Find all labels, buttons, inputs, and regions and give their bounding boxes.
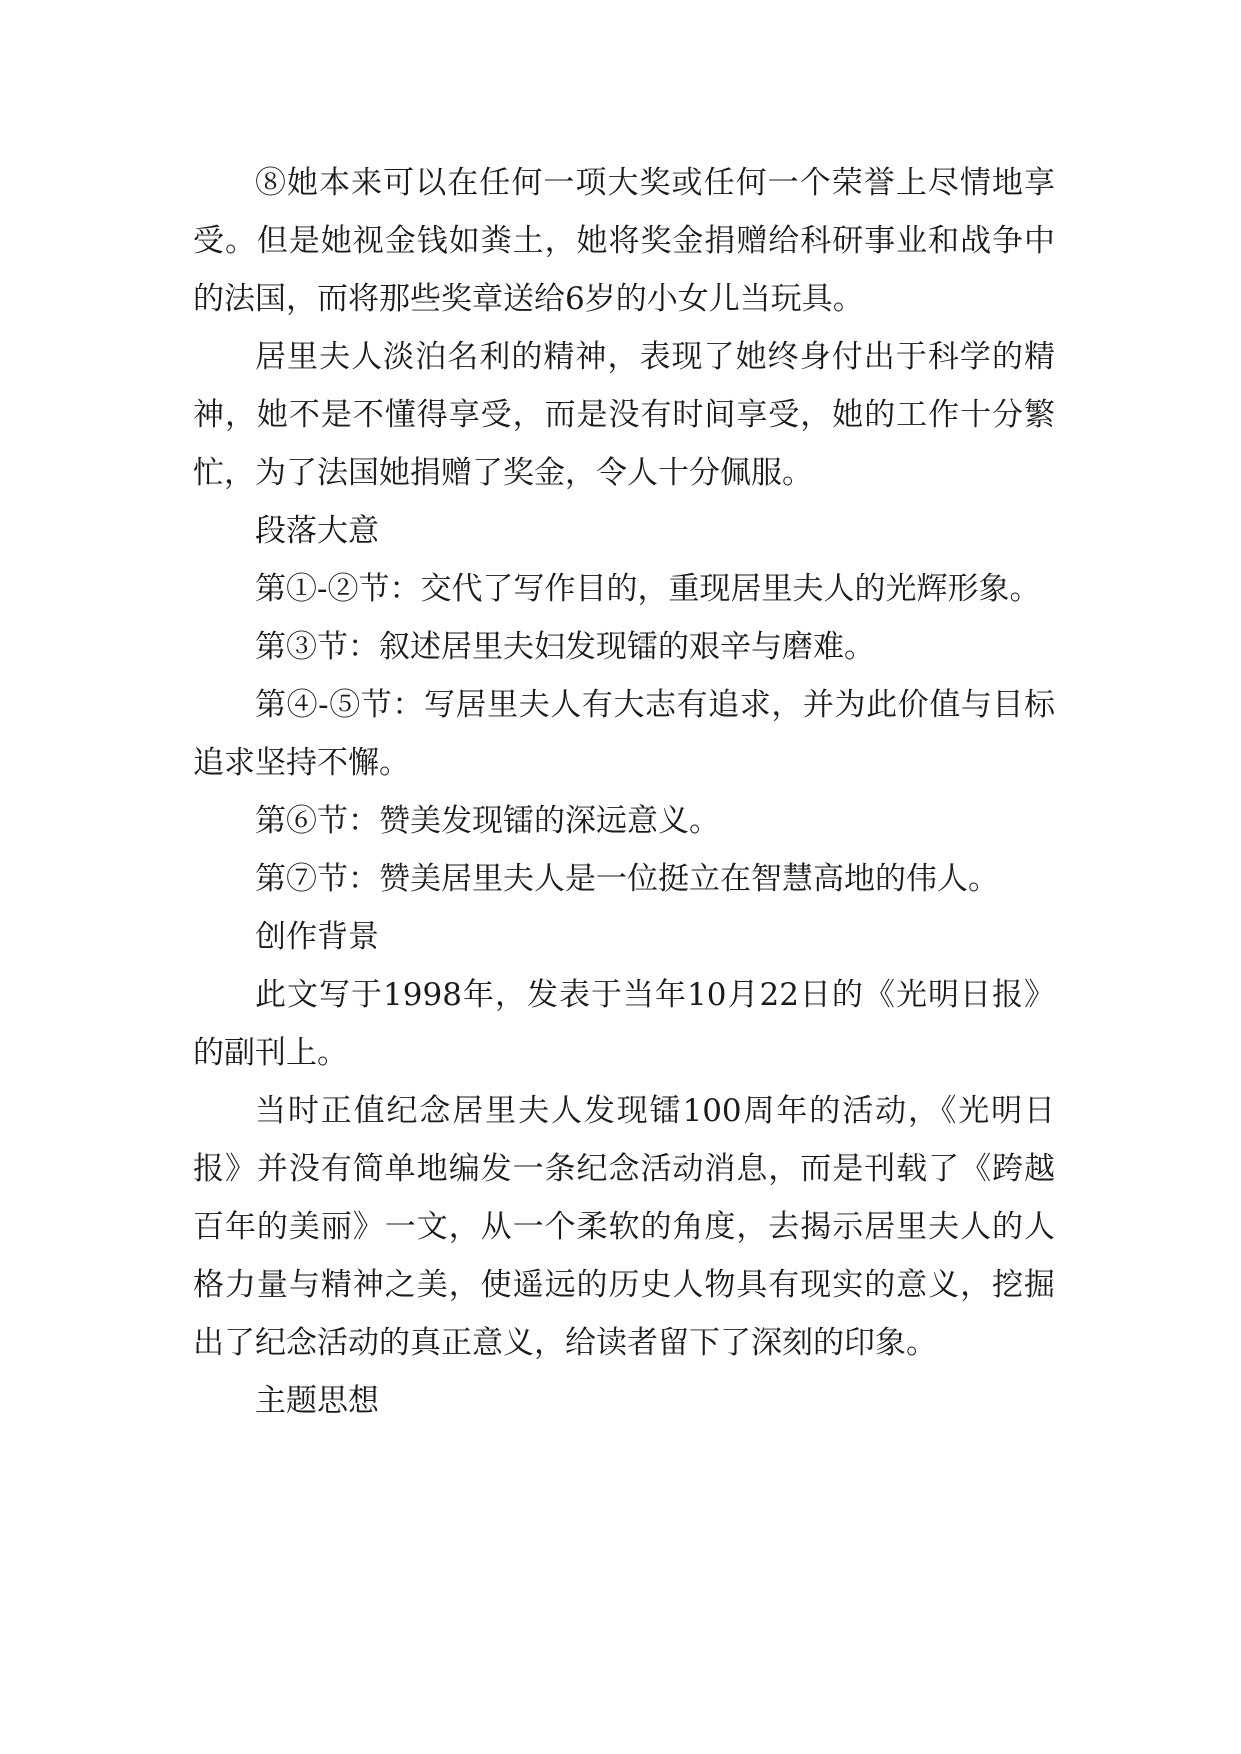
paragraph-8-enjoyment: ⑧她本来可以在任何一项大奖或任何一个荣誉上尽情地享受。但是她视金钱如粪土，她将奖金捐赠给科研事业和战争中的法国，而将那些奖章送给6岁的小女儿当玩具。	[193, 165, 1055, 317]
summary-item-3: 第③节：叙述居里夫妇发现镭的艰辛与磨难。	[255, 629, 875, 665]
section-heading-paragraph-summary: 段落大意	[255, 513, 379, 549]
summary-item-6: 第⑥节：赞美发现镭的深远意义。	[255, 803, 720, 839]
background-paragraph-1: 此文写于1998年，发表于当年10月22日的《光明日报》的副刊上。	[193, 977, 1055, 1071]
section-heading-background: 创作背景	[255, 919, 379, 955]
summary-item-7: 第⑦节：赞美居里夫人是一位挺立在智慧高地的伟人。	[255, 861, 999, 897]
document-body	[193, 154, 1055, 1430]
summary-item-1-2: 第①-②节：交代了写作目的，重现居里夫人的光辉形象。	[255, 571, 1041, 607]
paragraph-commentary: 居里夫人淡泊名利的精神，表现了她终身付出于科学的精神，她不是不懂得享受，而是没有时间享受，她的工作十分繁忙，为了法国她捐赠了奖金，令人十分佩服。	[193, 339, 1055, 491]
section-heading-theme: 主题思想	[255, 1383, 379, 1419]
summary-item-4-5: 第④-⑤节：写居里夫人有大志有追求，并为此价值与目标追求坚持不懈。	[193, 687, 1055, 781]
background-paragraph-2: 当时正值纪念居里夫人发现镭100周年的活动，《光明日报》并没有简单地编发一条纪念活动消息，而是刊载了《跨越百年的美丽》一文，从一个柔软的角度，去揭示居里夫人的人格力量与精神之美，使遥远的历史人物具有现实的意义，挖掘出了纪念活动的真正意义，给读者留下了深刻的印象。	[193, 1093, 1055, 1361]
